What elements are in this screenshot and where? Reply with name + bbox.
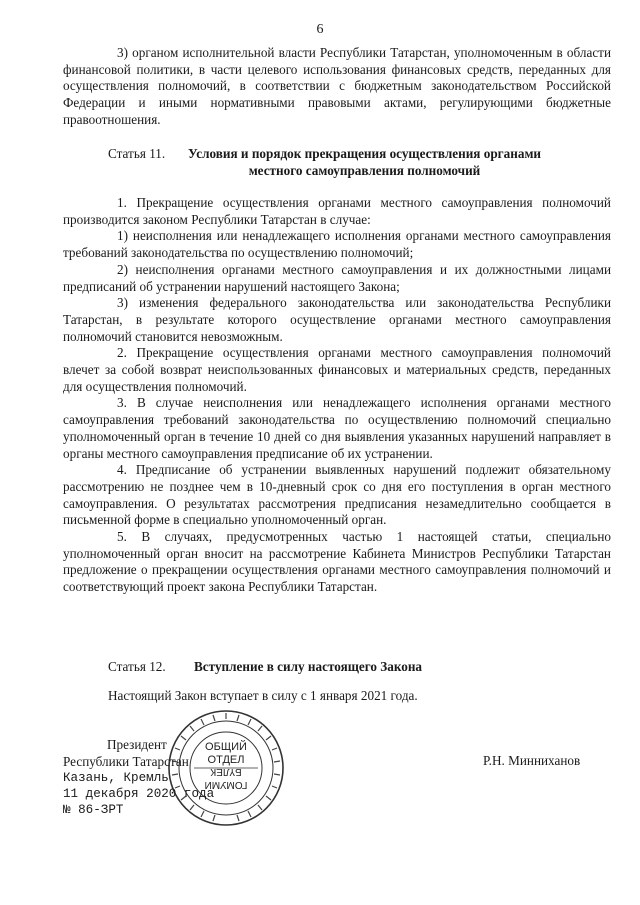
article-11-title-line2: местного самоуправления полномочий	[248, 162, 481, 178]
page-number: 6	[316, 22, 324, 37]
signer-name: Р.Н. Минниханов	[483, 753, 581, 768]
article-11-title-line1: Условия и порядок прекращения осуществления органами	[188, 146, 542, 161]
stamp-center-line3: ГОМУМИ	[204, 779, 248, 790]
article-11-paragraph: 1. Прекращение осуществления органами местного самоуправления полномочий производится законом Республики Татарстан в случае:	[63, 195, 611, 227]
signing-place: Казань, Кремль	[63, 771, 169, 786]
article-12-number: Статья 12.	[108, 659, 166, 674]
article-11-paragraph: 5. В случаях, предусмотренных частью 1 настоящей статьи, специально уполномоченный орган вносит на рассмотрение Кабинета Министров Республики Татарстан предложение о прекращении осуществления органами местного самоуправления полномочий и соответствующий проект закона Республики Татарстан.	[63, 529, 611, 595]
article-12-text: Настоящий Закон вступает в силу с 1 января 2021 года.	[108, 688, 418, 703]
intro-block	[63, 45, 611, 129]
article-11-paragraph: 2) неисполнения органами местного самоуправления и их должностными лицами предписаний об устранении нарушений настоящего Закона;	[63, 261, 611, 294]
stamp-center-line1: ОБЩИЙ	[205, 741, 247, 753]
article-11-paragraph: 3. В случае неисполнения или ненадлежащего исполнения органами местного самоуправления требований законодательства по осуществлению полномочий специально уполномоченный орган в течение 10 дней со дня выявления указанных нарушений направляет в органы местного самоуправления предписание об их устранении.	[63, 395, 611, 461]
signer-position-line2: Республики Татарстан	[63, 753, 189, 769]
article-11-body	[63, 195, 611, 596]
intro-paragraph: 3) органом исполнительной власти Республики Татарстан, уполномоченным в области финансовой политики, в части целевого использования финансовых средств, переданных для осуществления полномочий, в соответствии с бюджетным законодательством Российской Федерации и иными нормативными правовыми актами, регулирующими бюджетные правоотношения.	[63, 45, 611, 127]
article-11-paragraph: 1) неисполнения или ненадлежащего исполнения органами местного самоуправления требований законодательства по осуществлению полномочий;	[63, 228, 611, 261]
article-12-heading	[108, 659, 422, 676]
article-11-paragraph: 3) изменения федерального законодательства или законодательства Республики Татарстан, в результате которого осуществление органами местного самоуправления полномочий становится невозможным.	[63, 295, 611, 344]
signer-position-line1: Президент	[107, 737, 167, 752]
article-11-heading	[108, 146, 611, 179]
article-12-title: Вступление в силу настоящего Закона	[194, 659, 423, 674]
signing-date: 11 декабря 2020 года	[63, 787, 215, 802]
article-11-paragraph: 4. Предписание об устранении выявленных нарушений подлежит обязательному рассмотрению не позднее чем в 10-дневный срок со дня его поступления в орган местного самоуправления. О результатах рассмотрения предписания незамедлительно сообщается в письменной форме в специально уполномоченный орган.	[63, 462, 611, 528]
article-11-paragraph: 2. Прекращение осуществления органами местного самоуправления полномочий влечет за собой возврат неиспользованных финансовых и материальных средств, переданных для осуществления полномочий.	[63, 345, 611, 394]
signature-block-left	[63, 737, 214, 818]
stamp-center-line2: ОТДЕЛ	[207, 754, 245, 766]
law-number: № 86-ЗРТ	[63, 803, 124, 818]
stamp-center-line4: БҮЛЕК	[210, 766, 242, 777]
article-11-number: Статья 11.	[108, 146, 166, 161]
